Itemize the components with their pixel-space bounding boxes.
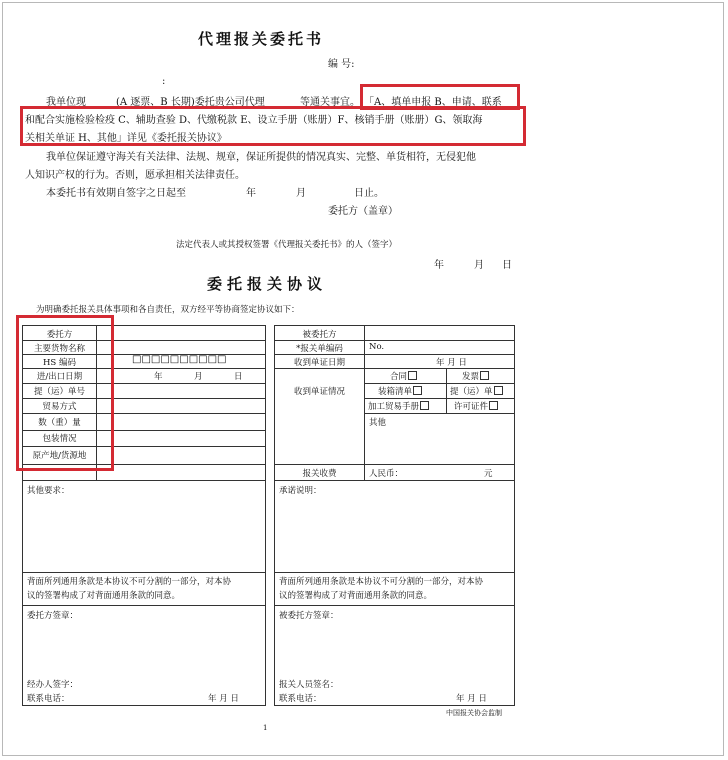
doc-license-label: 许可证件 — [454, 402, 489, 412]
entrusted-sign-label: 被委托方签章： — [279, 611, 339, 621]
packing-list-checkbox[interactable] — [413, 386, 422, 395]
processing-manual-checkbox[interactable] — [420, 401, 429, 410]
validity-month: 月 — [296, 188, 306, 199]
principal-seal: 委托方（盖章） — [328, 206, 398, 217]
doc-packing-list-label: 装箱清单 — [378, 387, 413, 397]
doc-packing-list — [378, 385, 422, 397]
rt-top-line — [274, 325, 515, 326]
commitment-label: 承诺说明： — [279, 486, 322, 496]
rt-row-line — [274, 480, 514, 481]
bill-checkbox[interactable] — [494, 386, 503, 395]
io-date-year: 年 — [154, 372, 163, 382]
lt-right-line — [265, 325, 266, 705]
rt-row-line — [274, 572, 514, 573]
doc-bill — [450, 385, 503, 397]
mandate-p1-b: (A 逐票、B 长期)委托贵公司代理 — [116, 97, 265, 108]
hs-code-boxes: □□□□□□□□□□ — [132, 354, 227, 365]
rt-row-line — [364, 413, 514, 414]
label-declaration-no: *报关单编码 — [296, 344, 343, 354]
rt-right-line — [514, 325, 515, 705]
invoice-checkbox[interactable] — [480, 371, 489, 380]
rep-month: 月 — [474, 260, 484, 271]
rep-day: 日 — [502, 260, 512, 271]
fee-currency: 人民币： — [369, 469, 404, 479]
left-terms-line1: 背面所列通用条款是本协议不可分割的一部分，对本协 — [27, 577, 232, 587]
fee-unit: 元 — [484, 469, 493, 479]
doc-invoice — [462, 370, 489, 382]
mandate-title: 代理报关委托书 — [198, 30, 325, 48]
doc-invoice-label: 发票 — [462, 372, 480, 382]
other-requirements-label: 其他要求： — [27, 486, 70, 496]
doc-contract — [390, 370, 417, 382]
label-packing: 包装情况 — [42, 434, 77, 444]
doc-processing-manual-label: 加工贸易手册 — [368, 402, 420, 412]
rt-row-line — [274, 464, 514, 465]
rt-row-line — [364, 383, 514, 384]
mandate-p3: 本委托书有效期自签字之日起至 — [46, 188, 186, 199]
highlight-box-principal-fields — [16, 315, 114, 471]
right-sign-date: 年 月 日 — [456, 694, 487, 704]
rt-row-line — [274, 605, 514, 606]
label-receive-date: 收到单证日期 — [293, 358, 345, 368]
left-sign-date: 年 月 日 — [208, 694, 239, 704]
label-quantity: 数（重）量 — [38, 418, 81, 428]
agreement-intro: 为明确委托报关具体事项和各自责任，双方经平等协商签定协议如下： — [36, 305, 300, 315]
declaration-no-value: No. — [369, 342, 385, 352]
lt-bottom-line — [22, 705, 266, 706]
receive-date-ymd: 年 月 日 — [436, 358, 467, 368]
label-fee: 报关收费 — [302, 469, 337, 479]
mandate-p1-line3: 关相关单证 H、其他」详见《委托报关协议》 — [25, 133, 227, 144]
mandate-p1-a: 我单位现 — [46, 97, 86, 108]
mandate-p1-d: 「A、填单申报 B、申请、联系 — [364, 97, 502, 108]
colon: : — [162, 76, 166, 87]
rep-year: 年 — [434, 260, 444, 271]
doc-other-label: 其他 — [369, 418, 387, 428]
rt-bottom-line — [274, 705, 515, 706]
label-io-date: 进/出口日期 — [36, 372, 83, 382]
broker-sign-label: 报关人员签名： — [279, 680, 339, 690]
io-date-month: 月 — [194, 372, 203, 382]
left-terms-line2: 议的签署构成了对背面通用条款的同意。 — [27, 591, 181, 601]
io-date-day: 日 — [234, 372, 243, 382]
mandate-p1-line2: 和配合实施检验检疫 C、辅助查验 D、代缴税款 E、设立手册（账册）F、核销手册（账册）G、领取海 — [25, 115, 483, 126]
agreement-title: 委托报关协议 — [207, 275, 328, 293]
rt-row-line — [274, 340, 514, 341]
label-receive-status: 收到单证情况 — [293, 387, 345, 397]
rt-doc-col-line — [446, 368, 447, 413]
label-bill-no: 提（运）单号 — [33, 387, 85, 397]
rt-row-line — [364, 398, 514, 399]
label-hs-code: HS 编码 — [43, 358, 76, 368]
left-phone-label: 联系电话： — [27, 694, 70, 704]
label-origin: 原产地/货源地 — [32, 451, 87, 461]
label-trade-mode: 贸易方式 — [42, 402, 77, 412]
label-principal: 委托方 — [46, 330, 73, 340]
highlight-box-services-continued — [20, 106, 526, 146]
rt-row-line — [274, 354, 514, 355]
doc-bill-label: 提（运）单 — [450, 387, 493, 397]
rt-col-line — [364, 325, 365, 480]
rep-signature: 法定代表人或其授权签署《代理报关委托书》的人（签字） — [176, 240, 398, 250]
lt-row-line — [22, 605, 265, 606]
number-label: 编 号: — [328, 59, 355, 70]
mandate-p2-line2: 人知识产权的行为。否则，愿承担相关法律责任。 — [25, 170, 245, 181]
lt-row-line — [22, 572, 265, 573]
page-number: 1 — [263, 724, 268, 732]
handler-sign-label: 经办人签字： — [27, 680, 79, 690]
right-phone-label: 联系电话： — [279, 694, 322, 704]
footer-org: 中国报关协会监制 — [446, 709, 502, 717]
doc-processing-manual — [368, 400, 429, 412]
mandate-p1-c: 等通关事宜。 — [300, 97, 360, 108]
doc-license — [454, 400, 498, 412]
contract-checkbox[interactable] — [408, 371, 417, 380]
doc-contract-label: 合同 — [390, 372, 408, 382]
label-goods-name: 主要货物名称 — [33, 344, 85, 354]
license-checkbox[interactable] — [489, 401, 498, 410]
right-terms-line2: 议的签署构成了对背面通用条款的同意。 — [279, 591, 433, 601]
principal-sign-label: 委托方签章： — [27, 611, 79, 621]
validity-day-end: 日止。 — [354, 188, 384, 199]
right-terms-line1: 背面所列通用条款是本协议不可分割的一部分，对本协 — [279, 577, 484, 587]
rt-row-line — [274, 368, 514, 369]
lt-row-line — [22, 480, 265, 481]
label-entrusted: 被委托方 — [302, 330, 337, 340]
rt-left-line — [274, 325, 275, 705]
validity-year: 年 — [246, 188, 256, 199]
mandate-p2-line1: 我单位保证遵守海关有关法律、法规、规章，保证所提供的情况真实、完整、单货相符，无侵犯他 — [46, 152, 476, 163]
